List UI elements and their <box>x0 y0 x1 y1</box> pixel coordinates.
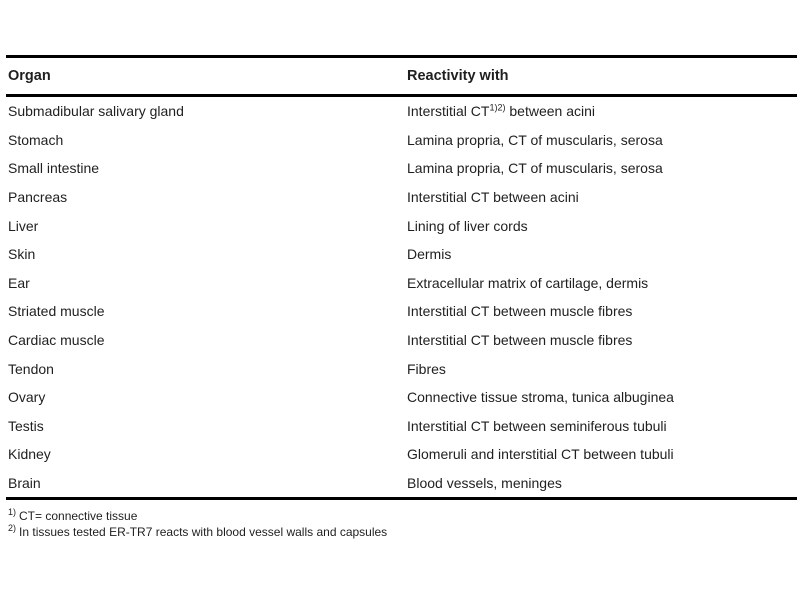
reactivity-text: Lining of liver cords <box>407 217 528 234</box>
table-row <box>6 126 797 155</box>
table-row <box>6 97 797 126</box>
organ-cell: Liver <box>8 217 39 234</box>
footnote-marker: 1)2) <box>489 103 506 113</box>
reactivity-cell <box>405 189 797 205</box>
table-row <box>6 383 797 412</box>
reactivity-text-cont: between acini <box>505 103 595 120</box>
table-row <box>6 154 797 183</box>
reactivity-text: Interstitial CT between muscle fibres <box>407 332 633 349</box>
reactivity-cell <box>405 275 797 291</box>
table-row <box>6 469 797 498</box>
table-body <box>6 97 797 497</box>
reactivity-cell <box>405 132 797 148</box>
table-bottom-rule <box>6 497 797 500</box>
reactivity-cell <box>405 246 797 262</box>
header-cell-reactivity: Reactivity with <box>407 68 509 84</box>
organ-cell: Pancreas <box>8 189 68 206</box>
reactivity-cell <box>405 303 797 319</box>
reactivity-cell <box>405 475 797 491</box>
footnote-text: In tissues tested ER-TR7 reacts with blood vessel walls and capsules <box>19 525 388 539</box>
reactivity-text: Extracellular matrix of cartilage, dermis <box>407 274 649 291</box>
reactivity-text: Dermis <box>407 246 452 263</box>
reactivity-text: Connective tissue stroma, tunica albuginea <box>407 389 674 406</box>
organ-cell: Tendon <box>8 360 54 377</box>
organ-cell: Small intestine <box>8 160 100 177</box>
reactivity-text: Interstitial CT <box>407 103 490 120</box>
table-row <box>6 412 797 441</box>
organ-cell: Cardiac muscle <box>8 332 105 349</box>
reactivity-cell <box>405 389 797 405</box>
organ-cell: Skin <box>8 246 36 263</box>
reactivity-text: Interstitial CT between acini <box>407 189 579 206</box>
organ-cell: Stomach <box>8 131 64 148</box>
reactivity-table <box>6 55 797 500</box>
organ-cell: Striated muscle <box>8 303 105 320</box>
table-row <box>6 183 797 212</box>
table-row <box>6 269 797 298</box>
table-row <box>6 326 797 355</box>
reactivity-cell <box>405 103 797 119</box>
table-row <box>6 240 797 269</box>
reactivity-cell <box>405 361 797 377</box>
table-row <box>6 297 797 326</box>
footnotes <box>8 508 387 540</box>
reactivity-text: Lamina propria, CT of muscularis, serosa <box>407 131 663 148</box>
reactivity-cell <box>405 418 797 434</box>
organ-cell: Kidney <box>8 446 51 463</box>
reactivity-text: Fibres <box>407 360 446 377</box>
reactivity-text: Interstitial CT between seminiferous tubuli <box>407 417 667 434</box>
table-header-row <box>6 58 797 94</box>
reactivity-cell <box>405 332 797 348</box>
organ-cell: Testis <box>8 417 44 434</box>
reactivity-cell <box>405 160 797 176</box>
organ-cell: Submadibular salivary gland <box>8 103 184 120</box>
footnote <box>8 524 387 540</box>
reactivity-cell <box>405 218 797 234</box>
reactivity-text: Lamina propria, CT of muscularis, serosa <box>407 160 663 177</box>
footnote-marker: 2) <box>8 523 17 533</box>
header-cell-organ: Organ <box>8 68 51 84</box>
table-row <box>6 354 797 383</box>
organ-cell: Ovary <box>8 389 46 406</box>
reactivity-cell <box>405 446 797 462</box>
table-row <box>6 440 797 469</box>
reactivity-text: Glomeruli and interstitial CT between tubuli <box>407 446 674 463</box>
footnote <box>8 508 387 524</box>
table-row <box>6 211 797 240</box>
reactivity-text: Interstitial CT between muscle fibres <box>407 303 633 320</box>
footnote-text: CT= connective tissue <box>19 509 138 523</box>
organ-cell: Ear <box>8 274 30 291</box>
organ-cell: Brain <box>8 475 41 492</box>
reactivity-text: Blood vessels, meninges <box>407 475 562 492</box>
footnote-marker: 1) <box>8 507 17 517</box>
